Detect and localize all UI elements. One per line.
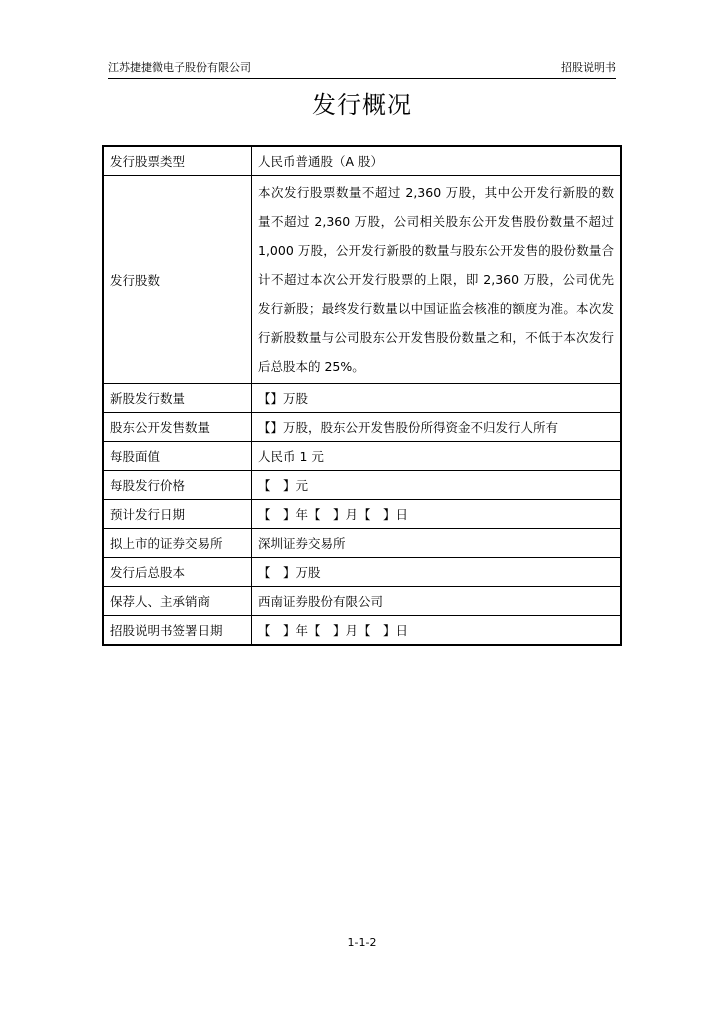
page-number: 1-1-2 xyxy=(347,936,377,949)
row-label: 招股说明书签署日期 xyxy=(103,616,252,646)
page-header xyxy=(108,60,616,79)
row-value: 人民币普通股（A 股） xyxy=(252,146,622,176)
table-row xyxy=(103,384,621,413)
row-label: 拟上市的证券交易所 xyxy=(103,529,252,558)
table-row xyxy=(103,529,621,558)
row-label: 发行股票类型 xyxy=(103,146,252,176)
table-row xyxy=(103,413,621,442)
row-value: 【】万股 xyxy=(252,384,622,413)
row-label: 每股发行价格 xyxy=(103,471,252,500)
row-value: 【 】年【 】月【 】日 xyxy=(252,500,622,529)
row-value: 本次发行股票数量不超过 2,360 万股，其中公开发行新股的数量不超过 2,360 万股，公司相关股东公开发售股份数量不超过 1,000 万股，公开发行新股的数量与股东公开发售的股份数量合计不超过本次公开发行股票的上限，即 2,360 万股，公司优先发行新股；最终发行数量以中国证监会核准的额度为准。本次发行新股数量与公司股东公开发售股份数量之和，不低于本次发行后总股本的 25%。 xyxy=(252,176,622,384)
offering-overview-table xyxy=(102,145,622,646)
row-value: 深圳证券交易所 xyxy=(252,529,622,558)
table-row xyxy=(103,587,621,616)
row-value: 【】万股，股东公开发售股份所得资金不归发行人所有 xyxy=(252,413,622,442)
row-value: 【 】年【 】月【 】日 xyxy=(252,616,622,646)
table-row xyxy=(103,146,621,176)
table-row xyxy=(103,616,621,646)
row-value: 【 】元 xyxy=(252,471,622,500)
row-label: 发行股数 xyxy=(103,176,252,384)
row-label: 股东公开发售数量 xyxy=(103,413,252,442)
header-document-type: 招股说明书 xyxy=(561,61,616,74)
row-label: 每股面值 xyxy=(103,442,252,471)
row-label: 预计发行日期 xyxy=(103,500,252,529)
row-value: 人民币 1 元 xyxy=(252,442,622,471)
table-row xyxy=(103,500,621,529)
row-label: 保荐人、主承销商 xyxy=(103,587,252,616)
header-company-name: 江苏捷捷微电子股份有限公司 xyxy=(108,61,251,74)
table-row xyxy=(103,176,621,384)
row-label: 发行后总股本 xyxy=(103,558,252,587)
table-row xyxy=(103,471,621,500)
table-row xyxy=(103,442,621,471)
row-value: 【 】万股 xyxy=(252,558,622,587)
row-label: 新股发行数量 xyxy=(103,384,252,413)
table-row xyxy=(103,558,621,587)
row-value: 西南证券股份有限公司 xyxy=(252,587,622,616)
page-title: 发行概况 xyxy=(312,91,412,119)
